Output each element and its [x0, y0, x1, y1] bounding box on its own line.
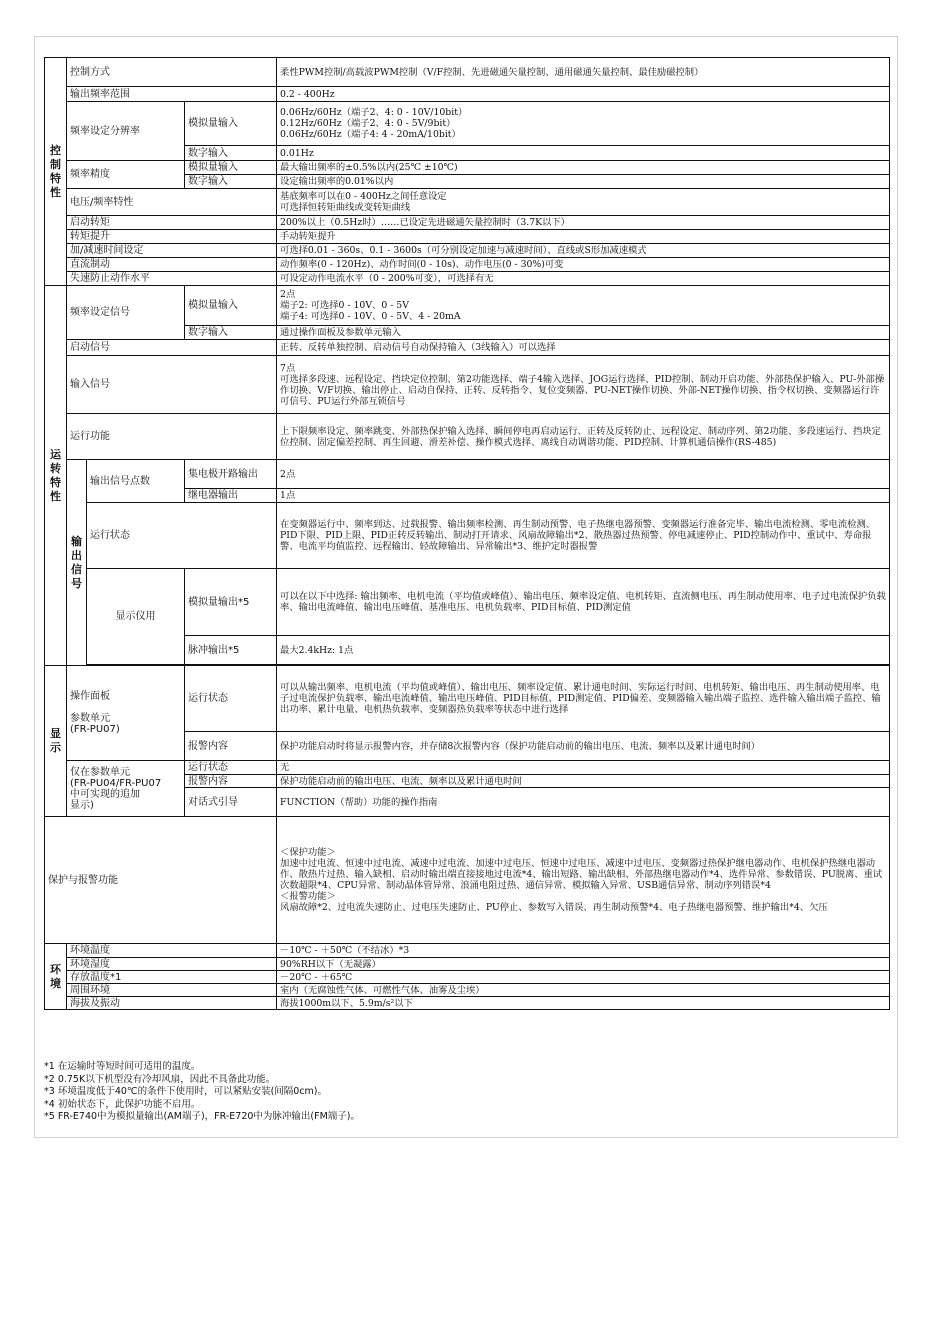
row-label: 存放温度*1 — [67, 971, 277, 984]
sub-label: 运行状态 — [185, 666, 277, 732]
sub-label: 脉冲输出*5 — [185, 636, 277, 665]
sub-label: 继电器输出 — [185, 489, 277, 503]
row-value: 海拔1000m以下、5.9m/s²以下 — [277, 997, 890, 1010]
sub-label: 数字输入 — [185, 175, 277, 189]
sub-label: 模拟量输入 — [185, 161, 277, 175]
table-row — [45, 189, 890, 216]
row-value: 室内（无腐蚀性气体、可燃性气体、油雾及尘埃） — [277, 984, 890, 997]
row-label: 显示仪用 — [87, 569, 185, 665]
sub-label: 数字输入 — [185, 326, 277, 340]
row-label: 环境湿度 — [67, 958, 277, 971]
footnote: *5 FR-E740中为模拟量输出(AM端子)，FR-E720中为脉冲输出(FM端子)。 — [44, 1111, 360, 1122]
table-row — [45, 87, 890, 102]
row-value: 可以从输出频率、电机电流（平均值或峰值）、输出电压、频率设定值、累计通电时间、实际运行时间、电机转矩、输出电压、再生制动使用率、电子过电流保护负载率、输出电流峰值、输出电压峰值、PID目标值、PID测定值、PID偏差、变频器输入输出端子监控、选件输入输出端子监控、输出功率、累计电量、电机热负载率、变频器热负载率等状态中进行选择 — [277, 666, 890, 732]
row-value: 可选择0.01 - 360s、0.1 - 3600s（可分别设定加速与减速时间）、直线或S形加减速模式 — [277, 244, 890, 258]
section-display: 显 示 — [45, 666, 67, 817]
row-value: 2点 — [277, 460, 890, 489]
row-label: 周围环境 — [67, 984, 277, 997]
row-value: 无 — [277, 761, 890, 775]
sub-label: 报警内容 — [185, 732, 277, 761]
row-value: 手动转矩提升 — [277, 230, 890, 244]
row-label: 输出频率范围 — [67, 87, 277, 102]
sub-label: 集电极开路输出 — [185, 460, 277, 489]
table-row — [45, 340, 890, 356]
footnote: *4 初始状态下，此保护功能不启用。 — [44, 1098, 201, 1110]
row-label: 启动信号 — [67, 340, 277, 356]
row-label: 直流制动 — [67, 258, 277, 272]
table-row — [45, 286, 890, 326]
row-value: 可设定动作电流水平（0 - 200%可变），可选择有无 — [277, 272, 890, 286]
row-value: 0.2 - 400Hz — [277, 87, 890, 102]
row-label: 转矩提升 — [67, 230, 277, 244]
sub-label: 报警内容 — [185, 775, 277, 788]
row-value: －10℃ - ＋50℃（不结冰）*3 — [277, 944, 890, 958]
table-row — [45, 216, 890, 230]
footnotes — [44, 1061, 889, 1124]
table-row — [45, 997, 890, 1010]
section-control: 控 制 特 性 — [45, 58, 67, 286]
row-value: 2点 端子2: 可选择0 - 10V、0 - 5V 端子4: 可选择0 - 10V、0 - 5V、4 - 20mA — [277, 286, 890, 326]
section-operation: 运 转 特 性 — [45, 286, 67, 666]
row-value: 通过操作面板及参数单元输入 — [277, 326, 890, 340]
row-value: 0.06Hz/60Hz（端子2、4: 0 - 10V/10bit） 0.12Hz/60Hz（端子2、4: 0 - 5V/9bit） 0.06Hz/60Hz（端子4: 4 - 20mA/10bit） — [277, 102, 890, 146]
table-row — [45, 944, 890, 958]
table-row — [45, 244, 890, 258]
footnote: *3 环境温度低于40℃的条件下使用时，可以紧贴安装(间隔0cm)。 — [44, 1086, 328, 1097]
sub-label: 运行状态 — [185, 761, 277, 775]
sub-label: 模拟量输出*5 — [185, 569, 277, 636]
sub-label: 模拟量输入 — [185, 286, 277, 326]
table-row — [45, 503, 890, 569]
row-value: 设定输出频率的0.01%以内 — [277, 175, 890, 189]
row-value: 动作频率(0 - 120Hz)、动作时间(0 - 10s)、动作电压(0 - 30%)可变 — [277, 258, 890, 272]
table-row — [45, 272, 890, 286]
row-value: 正转、反转单独控制、启动信号自动保持输入（3线输入）可以选择 — [277, 340, 890, 356]
table-row — [45, 958, 890, 971]
table-row — [45, 102, 890, 146]
row-value: 最大输出频率的±0.5%以内(25℃ ±10℃) — [277, 161, 890, 175]
row-value: 保护功能启动前的输出电压、电流、频率以及累计通电时间 — [277, 775, 890, 788]
table-row — [45, 666, 890, 732]
row-label: 启动转矩 — [67, 216, 277, 230]
table-row — [45, 460, 890, 489]
row-label: 仅在参数单元 (FR-PU04/FR-PU07 中可实现的追加 显示) — [67, 761, 185, 817]
sub-label: 数字输入 — [185, 146, 277, 161]
spec-table — [44, 57, 890, 1010]
section-output-signal: 输 出 信 号 — [67, 460, 87, 666]
table-row — [45, 761, 890, 775]
table-row — [45, 569, 890, 636]
row-label: 操作面板 参数单元 (FR-PU07) — [67, 666, 185, 761]
table-row — [45, 258, 890, 272]
row-value: 90%RH以下（无凝露） — [277, 958, 890, 971]
table-row — [45, 414, 890, 460]
row-label: 海拔及振动 — [67, 997, 277, 1010]
row-value: ＜保护功能＞ 加速中过电流、恒速中过电流、减速中过电流、加速中过电压、恒速中过电压、减速中过电压、变频器过热保护继电器动作、电机保护热继电器动作、散热片过热、输入缺相、启动时输出端直接接地过电流*4、输出短路、输出缺相、外部热继电器动作*4、选件异常、参数错误、PU脱离、重试次数超限*4、CPU异常、制动晶体管异常、浪涌电阻过热、通信异常、模拟输入异常、USB通信异常、制动序列错误*4 ＜报警功能＞ 风扇故障*2、过电流失速防止、过电压失速防止、PU停止、参数写入错误、再生制动预警*4、电子热继电器预警、维护输出*4、欠压 — [277, 817, 890, 944]
row-label: 运行功能 — [67, 414, 277, 460]
row-label: 保护与报警功能 — [45, 817, 277, 944]
row-value: 1点 — [277, 489, 890, 503]
sub-label: 模拟量输入 — [185, 102, 277, 146]
sub-label: 对话式引导 — [185, 788, 277, 817]
footnote: *2 0.75K以下机型没有冷却风扇，因此不具备此功能。 — [44, 1073, 276, 1085]
row-label: 频率精度 — [67, 161, 185, 189]
row-value: 0.01Hz — [277, 146, 890, 161]
row-value: FUNCTION（帮助）功能的操作指南 — [277, 788, 890, 817]
table-row — [45, 58, 890, 87]
row-value: 在变频器运行中、频率到达、过载报警、输出频率检测、再生制动预警、电子热继电器预警、变频器运行准备完毕、输出电流检测、零电流检测、PID下限、PID上限、PID正转反转输出、制动打开请求、风扇故障输出*2、散热器过热预警、停电减速停止、PID控制动作中、重试中、寿命报警、电流平均值监控、远程输出、轻故障输出、异常输出*3、维护定时器报警 — [277, 503, 890, 569]
row-value: －20℃ - ＋65℃ — [277, 971, 890, 984]
row-label: 电压/频率特性 — [67, 189, 277, 216]
table-row — [45, 971, 890, 984]
row-value: 200%以上（0.5Hz时）……已设定先进磁通矢量控制时（3.7K以下） — [277, 216, 890, 230]
row-value: 最大2.4kHz: 1点 — [277, 636, 890, 665]
table-row — [45, 161, 890, 175]
table-row — [45, 230, 890, 244]
footnote: *1 在运输时等短时间可适用的温度。 — [44, 1061, 201, 1072]
row-label: 加/减速时间设定 — [67, 244, 277, 258]
row-label: 环境温度 — [67, 944, 277, 958]
table-row — [45, 984, 890, 997]
row-label: 失速防止动作水平 — [67, 272, 277, 286]
row-value: 7点 可选择多段速、远程设定、挡块定位控制、第2功能选择、端子4输入选择、JOG运行选择、PID控制、制动开启功能、外部热保护输入、PU-外部操作切换、V/F切换、输出停止、启动自保持、正转、反转指令、复位变频器、PU-NET操作切换、外部-NET操作切换、指令权切换、变频器运行许可信号、PU运行外部互锁信号 — [277, 356, 890, 414]
row-value: 可以在以下中选择: 输出频率、电机电流（平均值或峰值）、输出电压、频率设定值、电机转矩、直流侧电压、再生制动使用率、电子过电流保护负载率、输出电流峰值、输出电压峰值、基准电压、电机负载率、PID目标值、PID测定值 — [277, 569, 890, 636]
row-label: 控制方式 — [67, 58, 277, 87]
row-value: 柔性PWM控制/高载波PWM控制（V/F控制、先进磁通矢量控制、通用磁通矢量控制、最佳励磁控制） — [277, 58, 890, 87]
row-label: 输出信号点数 — [87, 460, 185, 503]
row-value: 保护功能启动时将显示报警内容，并存储8次报警内容（保护功能启动前的输出电压、电流、频率以及累计通电时间） — [277, 732, 890, 761]
row-label: 频率设定分辨率 — [67, 102, 185, 161]
row-value: 上下限频率设定、频率跳变、外部热保护输入选择、瞬间停电再启动运行、正转及反转防止、远程设定、制动序列、第2功能、多段速运行、挡块定位控制、固定偏差控制、再生回避、滑差补偿、操作模式选择、离线自动调谐功能、PID控制、计算机通信操作(RS-485) — [277, 414, 890, 460]
section-environment: 环 境 — [45, 944, 67, 1010]
row-value: 基底频率可以在0 - 400Hz之间任意设定 可选择恒转矩曲线或变转矩曲线 — [277, 189, 890, 216]
row-label: 频率设定信号 — [67, 286, 185, 340]
table-row — [45, 817, 890, 944]
table-row — [45, 356, 890, 414]
row-label: 运行状态 — [87, 503, 277, 569]
row-label: 输入信号 — [67, 356, 277, 414]
